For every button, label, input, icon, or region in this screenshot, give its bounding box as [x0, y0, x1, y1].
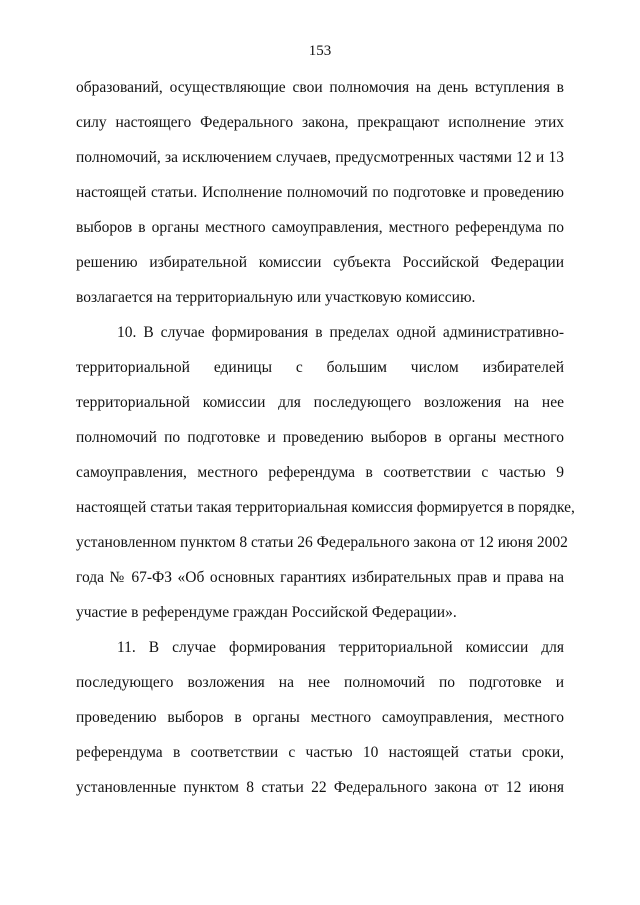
- text-line: возлагается на территориальную или участковую комиссию.: [76, 289, 476, 306]
- text-line: решению избирательной комиссии субъекта Российской Федерации: [76, 254, 564, 271]
- text-line: 11. В случае формирования территориальной комиссии для: [117, 639, 564, 656]
- text-line: установленном пунктом 8 статьи 26 Федерального закона от 12 июня 2002: [76, 534, 568, 551]
- text-line: настоящей статьи такая территориальная комиссия формируется в порядке,: [76, 499, 575, 516]
- text-line: образований, осуществляющие свои полномочия на день вступления в: [76, 79, 564, 96]
- text-line: полномочий, за исключением случаев, предусмотренных частями 12 и 13: [76, 149, 564, 166]
- page-number: 153: [308, 43, 332, 59]
- text-line: силу настоящего Федерального закона, прекращают исполнение этих: [76, 114, 564, 131]
- text-line: выборов в органы местного самоуправления, местного референдума по: [76, 219, 564, 236]
- text-line: полномочий по подготовке и проведению выборов в органы местного: [76, 429, 564, 446]
- text-line: участие в референдуме граждан Российской Федерации».: [76, 604, 457, 621]
- text-line: 10. В случае формирования в пределах одной административно-: [117, 324, 564, 341]
- text-line: территориальной комиссии для последующего возложения на нее: [76, 394, 564, 411]
- text-line: настоящей статьи. Исполнение полномочий по подготовке и проведению: [76, 184, 564, 201]
- text-line: проведению выборов в органы местного самоуправления, местного: [76, 709, 564, 726]
- text-line: территориальной единицы с большим числом избирателей: [76, 359, 564, 376]
- text-line: года № 67-ФЗ «Об основных гарантиях избирательных прав и права на: [76, 569, 564, 586]
- text-line: установленные пунктом 8 статьи 22 Федерального закона от 12 июня: [76, 779, 564, 796]
- text-line: референдума в соответствии с частью 10 настоящей статьи сроки,: [76, 744, 564, 761]
- text-line: самоуправления, местного референдума в соответствии с частью 9: [76, 464, 564, 481]
- text-line: последующего возложения на нее полномочий по подготовке и: [76, 674, 564, 691]
